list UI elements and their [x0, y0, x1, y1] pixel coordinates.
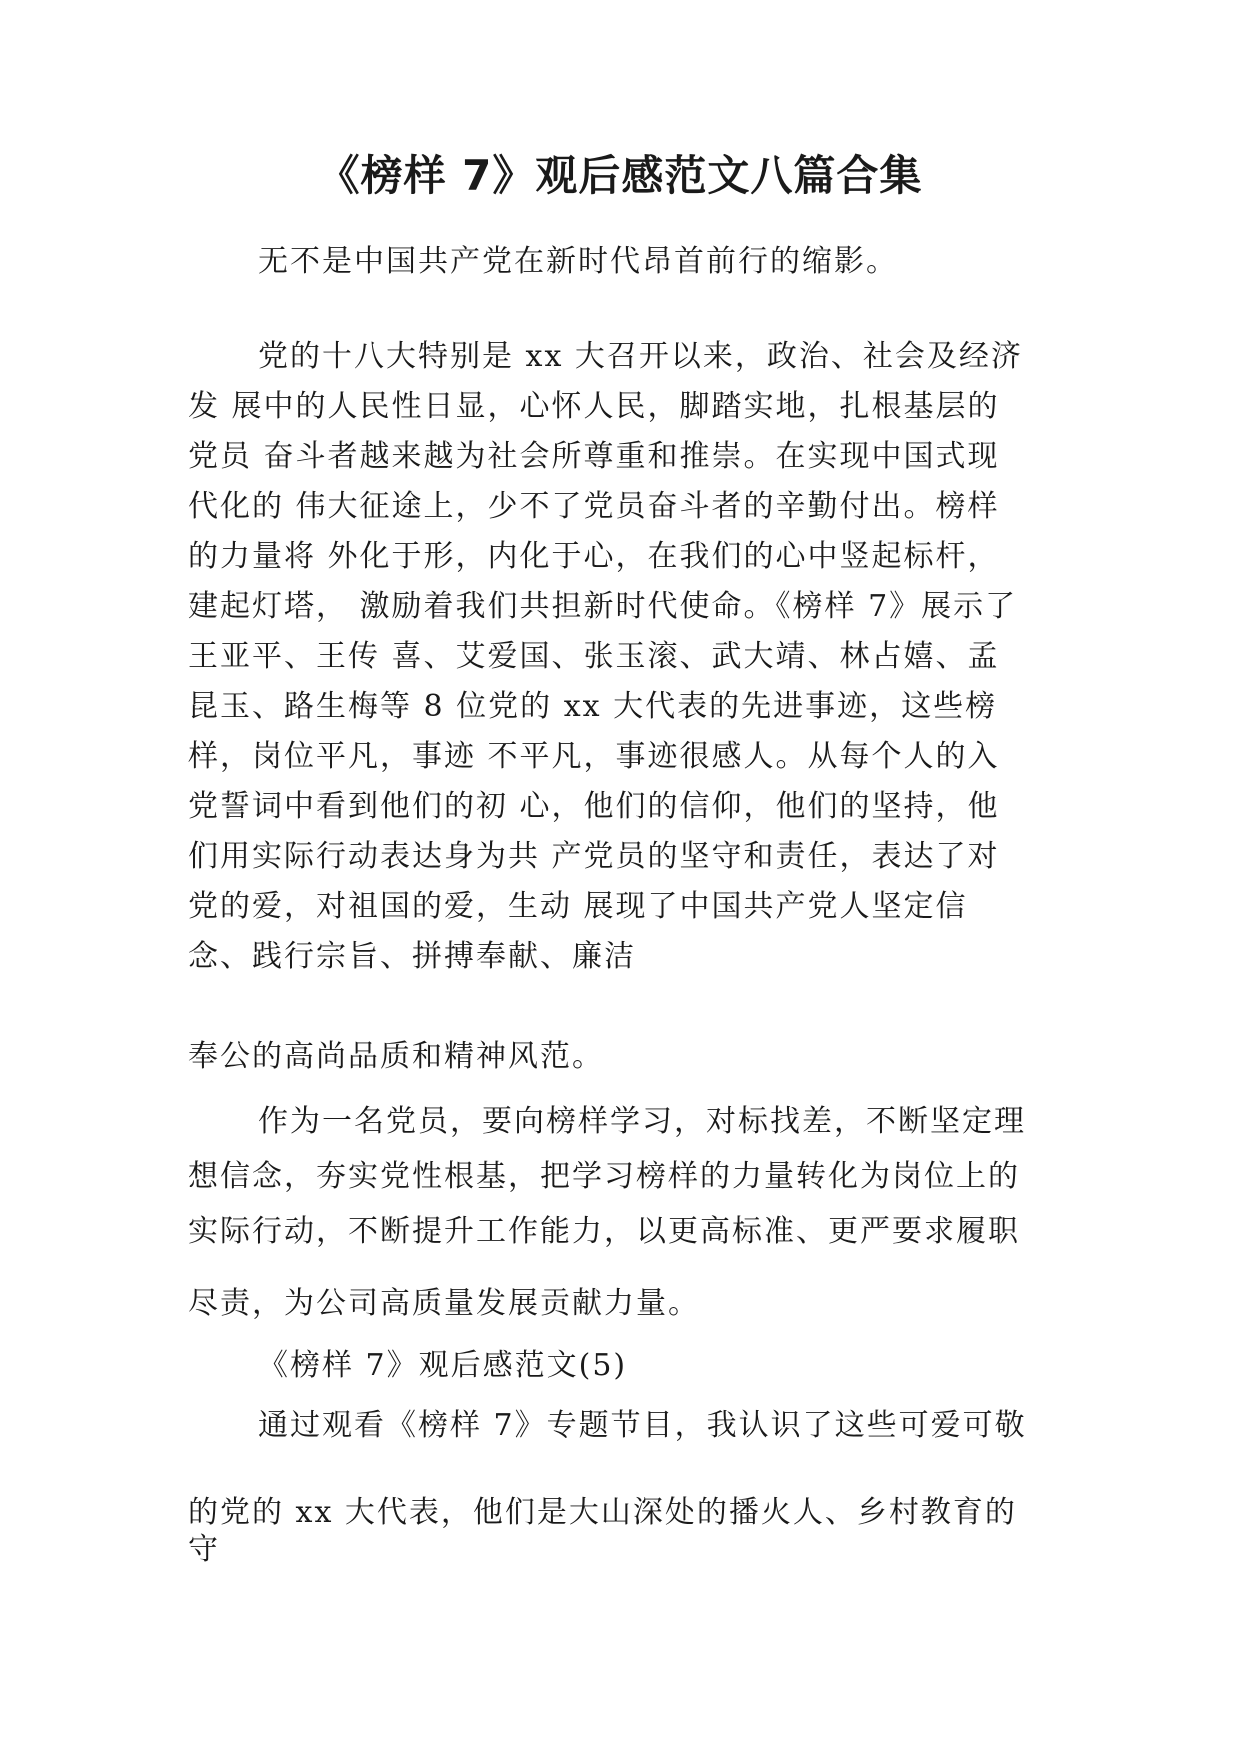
text-line: 党的十八大特别是 xx 大召开以来，政治、社会及经济 — [258, 339, 1023, 374]
section-heading: 《榜样 7》观后感范文(5) — [258, 1348, 628, 1383]
text-line: 党员 奋斗者越来越为社会所尊重和推崇。在实现中国式现 — [188, 439, 1000, 474]
text-line: 样，岗位平凡，事迹 不平凡，事迹很感人。从每个人的入 — [188, 739, 1000, 774]
text-line: 的力量将 外化于形，内化于心，在我们的心中竖起标杆， — [188, 539, 1000, 574]
text-line: 念、践行宗旨、拼搏奉献、廉洁 — [188, 939, 636, 974]
text-line: 无不是中国共产党在新时代昂首前行的缩影。 — [258, 244, 898, 279]
text-line: 党的爱，对祖国的爱，生动 展现了中国共产党人坚定信 — [188, 889, 968, 924]
text-line: 守 — [188, 1532, 220, 1567]
text-line: 通过观看《榜样 7》专题节目，我认识了这些可爱可敬 — [258, 1408, 1027, 1443]
text-line: 奉公的高尚品质和精神风范。 — [188, 1039, 604, 1074]
text-line: 代化的 伟大征途上，少不了党员奋斗者的辛勤付出。榜样 — [188, 489, 1000, 524]
text-line: 的党的 xx 大代表，他们是大山深处的播火人、乡村教育的 — [188, 1495, 1017, 1530]
text-line: 实际行动，不断提升工作能力，以更高标准、更严要求履职 — [188, 1214, 1020, 1249]
text-line: 尽责，为公司高质量发展贡献力量。 — [188, 1286, 700, 1321]
text-line: 作为一名党员，要向榜样学习，对标找差，不断坚定理 — [258, 1104, 1026, 1139]
text-line: 们用实际行动表达身为共 产党员的坚守和责任，表达了对 — [188, 839, 1000, 874]
text-line: 想信念，夯实党性根基，把学习榜样的力量转化为岗位上的 — [188, 1159, 1020, 1194]
text-line: 党誓词中看到他们的初 心，他们的信仰，他们的坚持，他 — [188, 789, 1000, 824]
text-line: 王亚平、王传 喜、艾爱国、张玉滚、武大靖、林占嬉、孟 — [188, 639, 1000, 674]
document-title: 《榜样 7》观后感范文八篇合集 — [317, 151, 923, 200]
text-line: 发 展中的人民性日显，心怀人民，脚踏实地，扎根基层的 — [188, 389, 1000, 424]
text-line: 昆玉、路生梅等 8 位党的 xx 大代表的先进事迹，这些榜 — [188, 689, 998, 724]
text-line: 建起灯塔， 激励着我们共担新时代使命。《榜样 7》展示了 — [188, 589, 1018, 624]
